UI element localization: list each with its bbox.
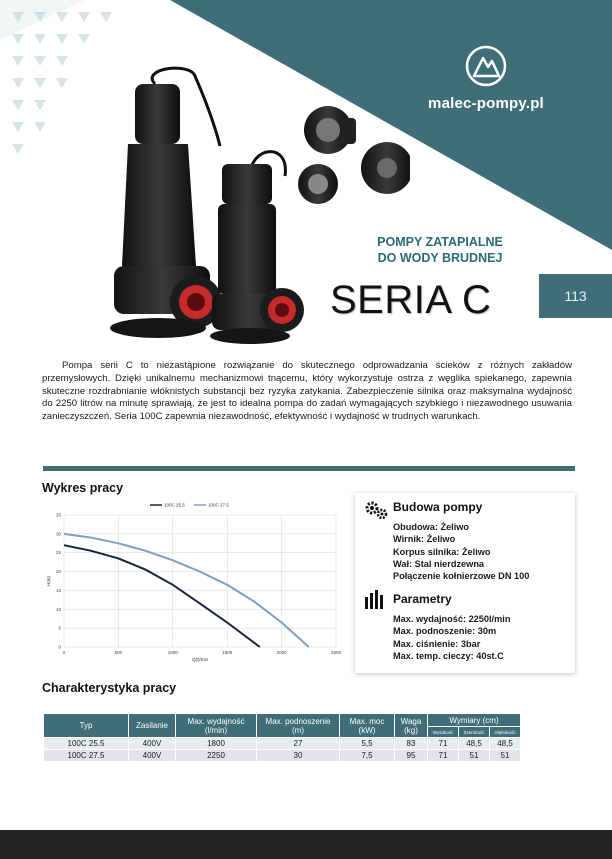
table-cell: 48,5 <box>490 738 520 749</box>
x-axis-label: Q(l)/min <box>192 657 208 662</box>
brand-logo <box>386 44 586 112</box>
header-moc: Max. moc (kW) <box>340 714 394 737</box>
y-tick-label: 5 <box>58 625 61 631</box>
x-tick-label: 0 <box>62 650 66 655</box>
header-szerokosc: Szerokość <box>459 727 489 737</box>
spec-table <box>43 713 521 762</box>
x-tick-label: 2500 <box>330 650 342 655</box>
construction-title: Budowa pompy <box>393 500 483 514</box>
y-tick-label: 30 <box>55 531 61 537</box>
y-tick-label: 20 <box>55 569 61 575</box>
intro-paragraph: Pompa serii C to niezastąpione rozwiązanie do skutecznego odprowadzania ścieków z różnych zakładów przemysłowych. Dzięki unikalnemu mechanizmowi tnącemu, który wykorzystuje ostrza z węglika spiekanego, zapewnia skuteczne rozdrabnianie włóknistych substancji bez ryzyka zatykania. Zabezpieczenie silnika oraz maksymalna wydajność do 2250 litrów na minutę sprawiają, że jest to idealna pompa do zadań wymagających szybkiego i niezawodnego usuwania zanieczyszczeń. Seria 100C zapewnia niezawodność, efektywność i wydajność w trudnych warunkach. <box>42 360 572 423</box>
brand-name: malec-pompy.pl <box>428 95 544 112</box>
construction-list <box>393 521 529 582</box>
header-zasilanie: Zasilanie <box>129 714 175 737</box>
parameter-item: Max. temp. cieczy: 40st.C <box>393 650 504 661</box>
x-tick-label: 1000 <box>167 650 178 655</box>
gears-icon <box>363 499 389 521</box>
y-tick-label: 0 <box>58 644 61 650</box>
table-cell: 2250 <box>176 750 256 761</box>
y-axis-label: H(m) <box>46 576 51 586</box>
table-cell: 100C 25.5 <box>44 738 128 749</box>
legend-label: 100C 25.5 <box>164 502 185 508</box>
parameter-item: Max. podnoszenie: 30m <box>393 626 497 637</box>
x-tick-label: 500 <box>114 650 123 655</box>
header-glebokosc: Głębokość <box>490 727 520 737</box>
footer-bar <box>0 830 612 859</box>
table-cell: 100C 27.5 <box>44 750 128 761</box>
header-typ: Typ <box>44 714 128 737</box>
header-waga: Waga (kg) <box>395 714 427 737</box>
specs-card <box>355 493 575 673</box>
header-wymiary: Wymiary (cm) <box>428 714 520 726</box>
table-cell: 71 <box>428 738 458 749</box>
table-cell: 51 <box>490 750 520 761</box>
table-row <box>44 738 520 749</box>
table-cell: 1800 <box>176 738 256 749</box>
parameters-list <box>393 613 510 662</box>
chart-grid <box>64 515 336 647</box>
table-cell: 5,5 <box>340 738 394 749</box>
subtitle-line-1: POMPY ZATAPIALNE <box>377 235 503 249</box>
table-cell: 51 <box>459 750 489 761</box>
chart-heading: Wykres pracy <box>42 481 124 495</box>
construction-item: Połączenie kołnierzowe DN 100 <box>393 571 530 582</box>
table-cell: 27 <box>257 738 339 749</box>
bar-chart-icon <box>363 588 385 610</box>
page-title: SERIA C <box>330 278 492 322</box>
performance-chart <box>30 495 350 667</box>
header-wysokosc: Wysokość <box>428 727 458 737</box>
x-tick-label: 2000 <box>276 650 287 655</box>
table-cell: 400V <box>129 750 175 761</box>
construction-item: Wał: Stal nierdzewna <box>393 558 485 569</box>
y-tick-label: 35 <box>55 512 61 518</box>
page-number: 113 <box>539 274 612 318</box>
construction-item: Obudowa: Żeliwo <box>393 522 470 532</box>
y-tick-label: 15 <box>55 587 61 593</box>
legend-label: 100C 27.5 <box>208 502 229 508</box>
parameter-item: Max. wydajność: 2250l/min <box>393 614 511 624</box>
table-cell: 95 <box>395 750 427 761</box>
y-tick-label: 10 <box>55 606 61 612</box>
y-tick-label: 25 <box>55 550 61 556</box>
brand-mountain-icon <box>464 44 508 88</box>
construction-item: Wirnik: Żeliwo <box>393 534 456 545</box>
table-row <box>44 750 520 761</box>
table-cell: 48,5 <box>459 738 489 749</box>
table-cell: 30 <box>257 750 339 761</box>
header-wydajnosc: Max. wydajność (l/min) <box>176 714 256 737</box>
product-subtitle <box>340 234 540 266</box>
table-cell: 400V <box>129 738 175 749</box>
section-divider <box>43 466 575 471</box>
table-cell: 7,5 <box>340 750 394 761</box>
x-tick-label: 1500 <box>222 650 233 655</box>
construction-item: Korpus silnika: Żeliwo <box>393 546 491 557</box>
subtitle-line-2: DO WODY BRUDNEJ <box>377 251 503 265</box>
header-podnoszenie: Max. podnoszenie (m) <box>257 714 339 737</box>
table-cell: 83 <box>395 738 427 749</box>
series-line <box>64 545 260 647</box>
characteristics-heading: Charakterystyka pracy <box>42 681 177 695</box>
parameter-item: Max. ciśnienie: 3bar <box>393 638 481 649</box>
parameters-title: Parametry <box>393 592 452 606</box>
table-cell: 71 <box>428 750 458 761</box>
